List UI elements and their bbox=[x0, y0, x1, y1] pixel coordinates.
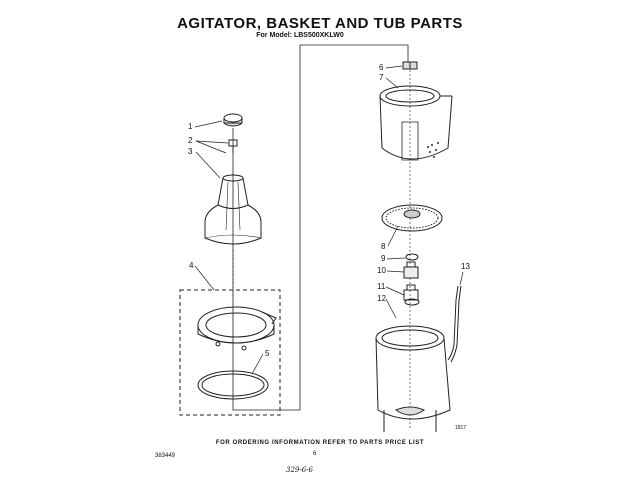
side-code: 1817 bbox=[455, 425, 467, 431]
bushing-part bbox=[404, 285, 418, 300]
callout-13: 13 bbox=[461, 262, 470, 271]
callout-5: 5 bbox=[265, 349, 270, 358]
basket-nut-part bbox=[403, 62, 417, 69]
callout-3: 3 bbox=[188, 147, 193, 156]
callout-1: 1 bbox=[188, 122, 193, 131]
spin-tube-part bbox=[404, 262, 418, 278]
callout-10: 10 bbox=[377, 266, 386, 275]
callout-7: 7 bbox=[379, 73, 384, 82]
callout-12: 12 bbox=[377, 294, 386, 303]
document-number: 383449 bbox=[155, 453, 176, 459]
callout-8: 8 bbox=[381, 242, 386, 251]
callout-4: 4 bbox=[189, 261, 194, 270]
handwritten-note: 329-6-6 bbox=[286, 466, 313, 474]
leader-lines bbox=[195, 63, 463, 374]
hose-part bbox=[448, 286, 461, 362]
agitator-cap-part bbox=[224, 114, 242, 126]
o-ring-part bbox=[406, 254, 418, 260]
ordering-note: FOR ORDERING INFORMATION REFER TO PARTS PRICE LIST bbox=[215, 440, 425, 446]
callout-9: 9 bbox=[381, 254, 386, 263]
basket-part bbox=[380, 86, 452, 160]
balance-ring-part bbox=[198, 307, 276, 350]
diagram-title: AGITATOR, BASKET AND TUB PARTS bbox=[177, 15, 463, 32]
tub-part bbox=[376, 326, 450, 432]
page-number: 6 bbox=[313, 451, 317, 457]
callout-11: 11 bbox=[377, 282, 386, 291]
callout-2: 2 bbox=[188, 136, 193, 145]
model-line: For Model: LBS500XKLW0 bbox=[256, 32, 344, 39]
hub-plate-part bbox=[382, 205, 442, 231]
callout-6: 6 bbox=[379, 63, 384, 72]
